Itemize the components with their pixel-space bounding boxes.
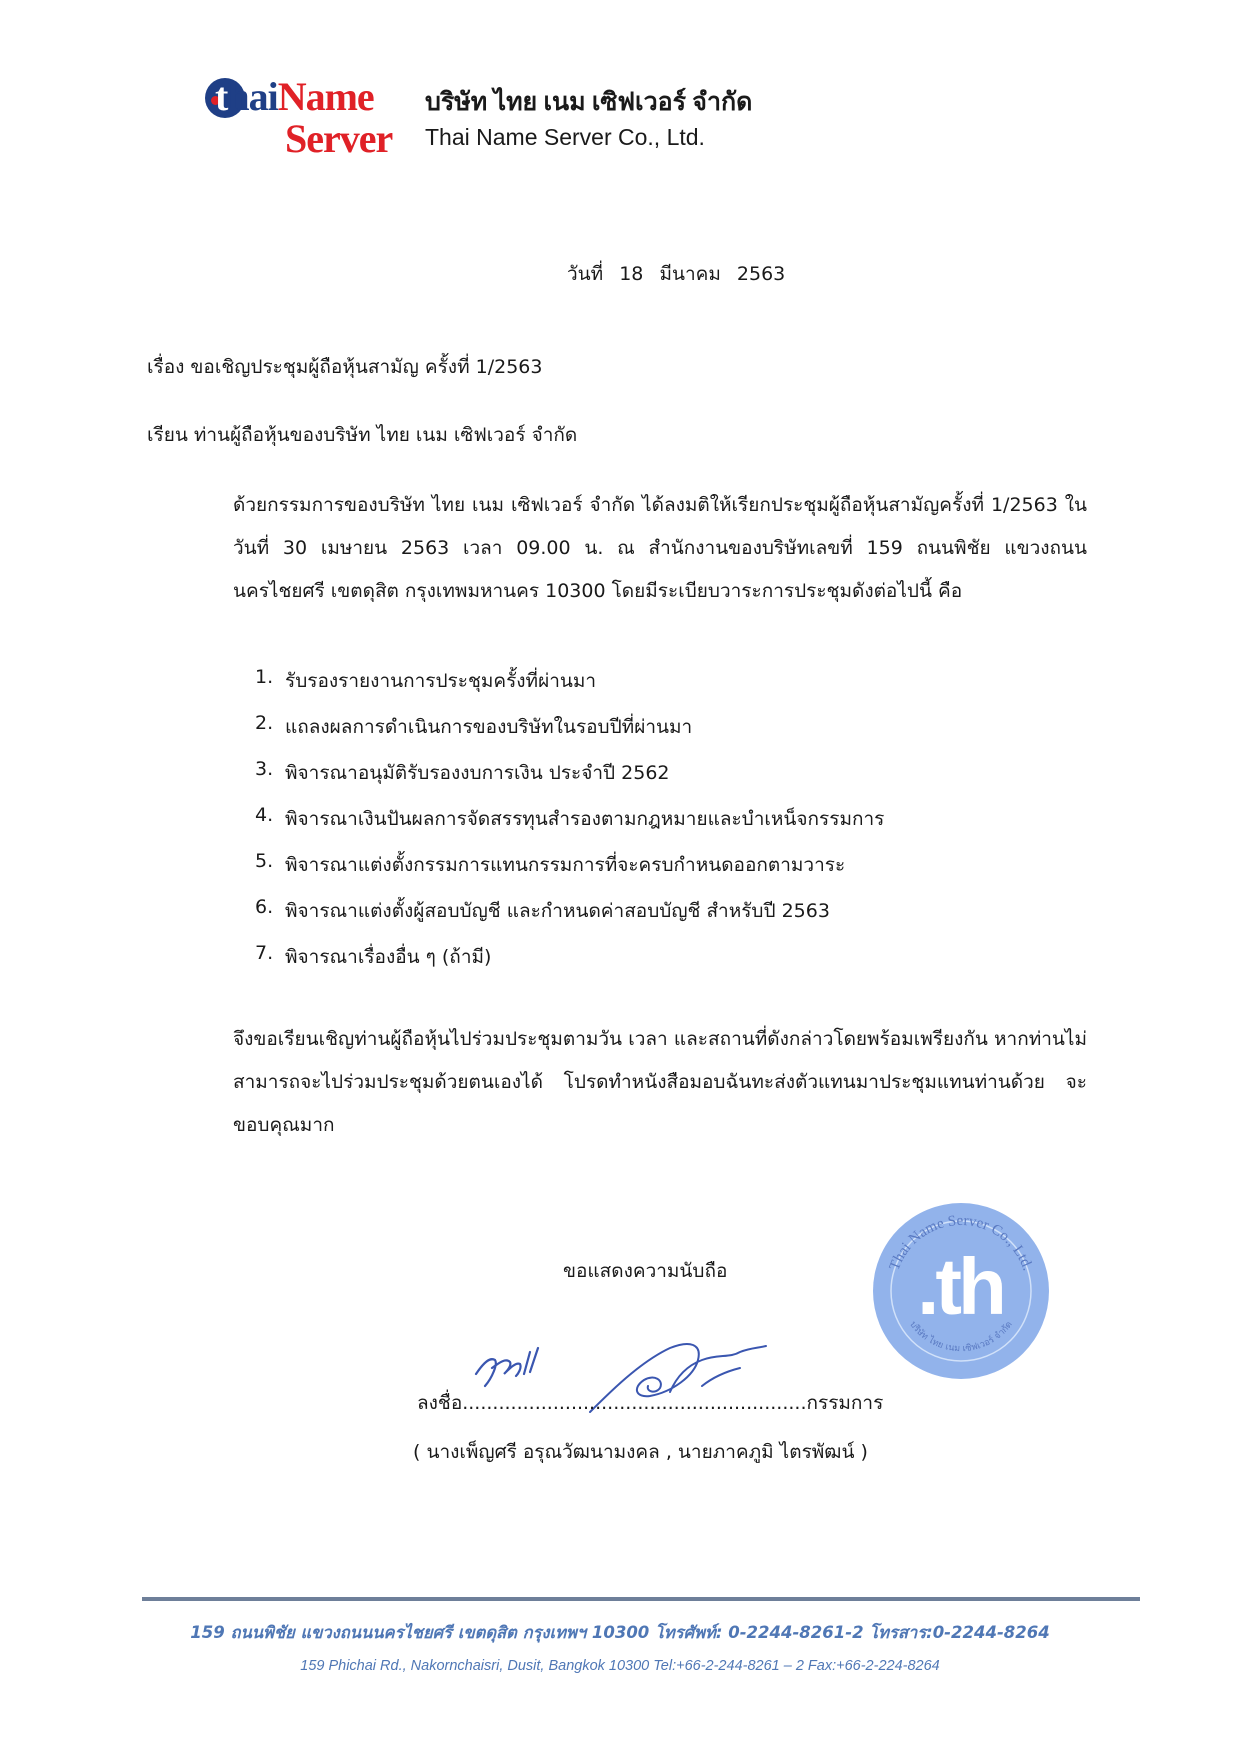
agenda-number: 1.	[255, 666, 274, 688]
agenda-text: พิจารณาเงินปันผลการจัดสรรทุนสำรองตามกฎหมายและบำเหน็จกรรมการ	[285, 808, 885, 830]
body-paragraph-1	[147, 484, 1087, 613]
stamp-center-text: .th	[917, 1242, 1003, 1331]
footer-address-english: 159 Phichai Rd., Nakornchaisri, Dusit, Bangkok 10300 Tel:+66-2-244-8261 – 2 Fax:+66-2-224-8264	[300, 1658, 940, 1674]
footer-address-thai: 159 ถนนพิชัย แขวงถนนนครไชยศรี เขตดุสิต กรุงเทพฯ 10300 โทรศัพท์: 0-2244-8261-2 โทรสาร:0-2244-8264	[190, 1623, 1050, 1642]
paragraph-text: จึงขอเรียนเชิญท่านผู้ถือหุ้นไปร่วมประชุมตามวัน เวลา และสถานที่ดังกล่าวโดยพร้อมเพรียงกัน หากท่านไม่สามารถจะไปร่วมประชุมด้วยตนเองได้ โปรดทำหนังสือมอบฉันทะส่งตัวแทนมาประชุมแทนท่านด้วย จะขอบคุณมาก	[233, 1028, 1087, 1136]
signatory-names: ( นางเพ็ญศรี อรุณวัฒนามงคล , นายภาคภูมิ ไตรพัฒน์ )	[413, 1441, 868, 1463]
footer-divider	[142, 1597, 1140, 1601]
agenda-number: 4.	[255, 804, 274, 826]
agenda-text: แถลงผลการดำเนินการของบริษัทในรอบปีที่ผ่านมา	[285, 716, 693, 738]
agenda-item	[255, 804, 884, 850]
svg-text:Server: Server	[285, 116, 393, 161]
agenda-number: 3.	[255, 758, 274, 780]
agenda-text: พิจารณาเรื่องอื่น ๆ (ถ้ามี)	[285, 946, 492, 968]
letter-date: วันที่ 18 มีนาคม 2563	[567, 263, 786, 285]
letter-salutation: เรียน ท่านผู้ถือหุ้นของบริษัท ไทย เนม เซิฟเวอร์ จำกัด	[147, 424, 578, 446]
agenda-list	[255, 666, 884, 988]
agenda-text: พิจารณาแต่งตั้งกรรมการแทนกรรมการที่จะครบกำหนดออกตามวาระ	[285, 854, 846, 876]
agenda-text: พิจารณาแต่งตั้งผู้สอบบัญชี และกำหนดค่าสอบบัญชี สำหรับปี 2563	[285, 900, 830, 922]
company-stamp	[873, 1203, 1049, 1379]
company-logo	[205, 70, 445, 160]
agenda-item	[255, 896, 884, 942]
agenda-item	[255, 666, 884, 712]
logo-wordmark	[205, 70, 445, 170]
stamp-ring-top-text: Thai Name Server Co., Ltd.	[886, 1212, 1036, 1273]
agenda-text: พิจารณาอนุมัติรับรองงบการเงิน ประจำปี 2562	[285, 762, 670, 784]
closing-phrase: ขอแสดงความนับถือ	[563, 1260, 728, 1282]
letter-subject: เรื่อง ขอเชิญประชุมผู้ถือหุ้นสามัญ ครั้งที่ 1/2563	[147, 356, 543, 378]
agenda-item	[255, 850, 884, 896]
paragraph-text: ด้วยกรรมการของบริษัท ไทย เนม เซิฟเวอร์ จำกัด ได้ลงมติให้เรียกประชุมผู้ถือหุ้นสามัญครั้งที่ 1/2563 ในวันที่ 30 เมษายน 2563 เวลา 09.00 น. ณ สำนักงานของบริษัทเลขที่ 159 ถนนพิชัย แขวงถนนนครไชยศรี เขตดุสิต กรุงเทพมหานคร 10300 โดยมีระเบียบวาระการประชุมดังต่อไปนี้ คือ	[233, 494, 1087, 602]
agenda-number: 6.	[255, 896, 274, 918]
agenda-item	[255, 712, 884, 758]
agenda-item	[255, 758, 884, 804]
company-name-english: Thai Name Server Co., Ltd.	[425, 124, 705, 150]
svg-text:thaiName: thaiName	[215, 74, 374, 119]
stamp-ring-bottom-text: บริษัท ไทย เนม เซิฟเวอร์ จำกัด	[907, 1319, 1015, 1355]
body-paragraph-2	[147, 1018, 1087, 1147]
agenda-item	[255, 942, 884, 988]
agenda-text: รับรองรายงานการประชุมครั้งที่ผ่านมา	[285, 670, 597, 692]
signature-line: ลงชื่อ.........................................................กรรมการ	[417, 1392, 884, 1414]
agenda-number: 5.	[255, 850, 274, 872]
company-name-thai: บริษัท ไทย เนม เซิฟเวอร์ จำกัด	[425, 89, 753, 116]
agenda-number: 7.	[255, 942, 274, 964]
agenda-number: 2.	[255, 712, 274, 734]
